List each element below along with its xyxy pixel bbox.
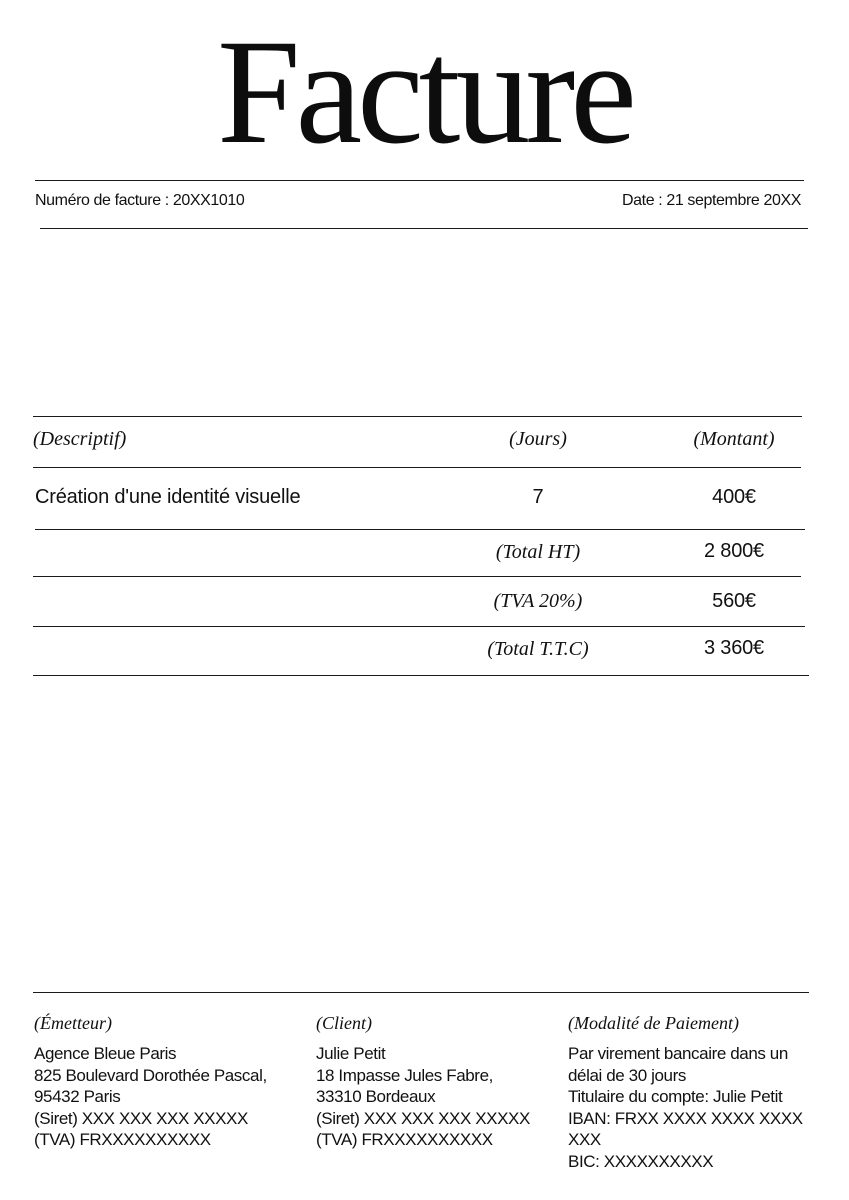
client-heading: (Client) bbox=[316, 1013, 372, 1033]
issuer-line: 95432 Paris bbox=[34, 1087, 121, 1106]
table-rule bbox=[33, 626, 805, 627]
client-line: Julie Petit bbox=[316, 1044, 386, 1063]
vat-value: 560€ bbox=[712, 590, 756, 612]
payment-line: Par virement bancaire dans un bbox=[568, 1044, 788, 1063]
payment-block bbox=[568, 1013, 838, 1172]
client-line: 18 Impasse Jules Fabre, bbox=[316, 1065, 493, 1085]
item-description: Création d'une identité visuelle bbox=[35, 486, 301, 508]
issuer-line: (Siret) XXX XXX XXX XXXXX bbox=[34, 1108, 248, 1128]
divider bbox=[35, 180, 804, 181]
table-rule bbox=[33, 576, 801, 577]
total-ttc-label: (Total T.T.C) bbox=[487, 638, 589, 660]
total-ht-value: 2 800€ bbox=[704, 540, 764, 562]
total-ttc-value: 3 360€ bbox=[704, 637, 764, 659]
issuer-block bbox=[34, 1013, 304, 1151]
item-days: 7 bbox=[532, 486, 544, 508]
issuer-line: Agence Bleue Paris bbox=[34, 1044, 177, 1063]
table-top-rule bbox=[33, 416, 802, 417]
payment-line: IBAN: FRXX XXXX XXXX XXXX XXX bbox=[568, 1108, 803, 1149]
payment-line: délai de 30 jours bbox=[568, 1065, 686, 1085]
invoice-date: Date : 21 septembre 20XX bbox=[622, 192, 801, 209]
payment-line: BIC: XXXXXXXXXX bbox=[568, 1151, 714, 1171]
table-bottom-rule bbox=[33, 675, 809, 676]
item-amount: 400€ bbox=[712, 486, 756, 508]
header-days: (Jours) bbox=[509, 428, 567, 450]
client-line: (Siret) XXX XXX XXX XXXXX bbox=[316, 1108, 530, 1128]
table-rule bbox=[33, 467, 801, 468]
issuer-details bbox=[34, 1043, 304, 1151]
issuer-line: 825 Boulevard Dorothée Pascal, bbox=[34, 1065, 267, 1085]
header-description: (Descriptif) bbox=[33, 428, 127, 450]
payment-line: Titulaire du compte: Julie Petit bbox=[568, 1087, 783, 1106]
divider bbox=[40, 228, 808, 229]
issuer-line: (TVA) FRXXXXXXXXXX bbox=[34, 1130, 211, 1149]
vat-label: (TVA 20%) bbox=[493, 590, 583, 612]
table-rule bbox=[35, 529, 805, 530]
invoice-title: Facture bbox=[217, 9, 632, 175]
issuer-heading: (Émetteur) bbox=[34, 1013, 112, 1033]
client-line: (TVA) FRXXXXXXXXXX bbox=[316, 1130, 493, 1149]
total-ht-label: (Total HT) bbox=[495, 541, 581, 563]
header-amount: (Montant) bbox=[693, 428, 775, 450]
invoice-number: Numéro de facture : 20XX1010 bbox=[35, 192, 245, 209]
footer-rule bbox=[33, 992, 809, 993]
client-line: 33310 Bordeaux bbox=[316, 1087, 436, 1106]
payment-heading: (Modalité de Paiement) bbox=[568, 1013, 739, 1033]
client-details bbox=[316, 1043, 556, 1151]
client-block bbox=[316, 1013, 556, 1151]
payment-details bbox=[568, 1043, 838, 1172]
